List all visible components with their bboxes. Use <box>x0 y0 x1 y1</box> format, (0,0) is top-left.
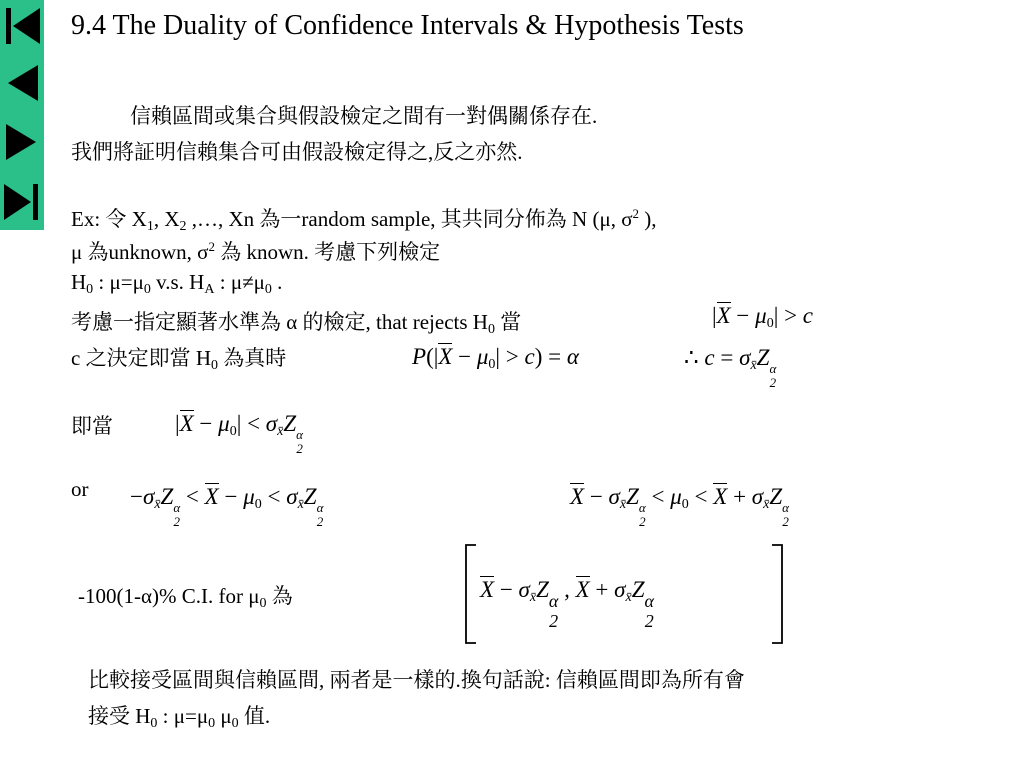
hypothesis-statement: $H_0$ : $\mu=\mu_0$ v.s. $H_A$ : $\mu\ne\mu_0$ . <box>71 270 283 297</box>
conclusion-line-2: 接受 $H_0$ : $\mu=\mu_0$ $\mu_0$ 值. <box>88 704 271 731</box>
or-label: or <box>71 477 89 501</box>
rejection-condition-formula: $|X - \mu_0| > c$ <box>712 303 814 331</box>
double-inequality-formula: $-\sigma_{x̄}Z$ α 2 < $X - \mu_0 < \sigma_{x̄}Z$ α 2 <box>130 484 324 529</box>
interval-inequality-formula: $X - \sigma_{x̄}Z$ α 2 < $\mu_0 < X + \sigma_{x̄}Z$ α 2 <box>570 484 789 529</box>
critical-value-line: c 之決定即當 $H_0$ 為真時 <box>71 346 287 373</box>
intro-line-2: 我們將証明信賴集合可由假設檢定得之,反之亦然. <box>71 140 523 164</box>
skip-to-first-icon[interactable] <box>0 0 44 52</box>
critical-value-formula: ∴ $c = \sigma_{x̄}Z$ α 2 <box>684 345 777 390</box>
example-line-1: Ex: 令 $X_1$, $X_2$ ,…, Xn 為一random sample, 其共同分佈為 N (μ, $\sigma^2$ ), <box>71 206 657 234</box>
slide-title: 9.4 The Duality of Confidence Intervals & Hypothesis Tests <box>71 10 744 41</box>
example-line-2: μ 為unknown, $\sigma^2$ 為 known. 考慮下列檢定 <box>71 239 441 264</box>
significance-level-line: 考慮一指定顯著水準為 α 的檢定, that rejects $H_0$ 當 <box>71 310 522 337</box>
conclusion-line-1: 比較接受區間與信賴區間, 兩者是一樣的.換句話說: 信賴區間即為所有會 <box>88 668 745 692</box>
intro-line-1: 信賴區間或集合與假設檢定之間有一對偶關係存在. <box>130 104 598 128</box>
probability-formula: $P(|X - \mu_0| > c) = \alpha$ <box>412 344 579 372</box>
next-arrow-icon[interactable] <box>0 116 44 168</box>
previous-arrow-icon[interactable] <box>0 57 44 109</box>
confidence-interval-formula: $X - \sigma_{x̄}Z$ α 2 , $X + \sigma_{x̄}Z$ α 2 <box>480 577 654 631</box>
confidence-interval-label: -100(1-α)% C.I. for $\mu_0$ 為 <box>78 584 293 611</box>
when-label: 即當 <box>71 414 113 438</box>
skip-to-last-icon[interactable] <box>0 176 44 228</box>
slide-navigation <box>0 0 44 230</box>
acceptance-condition-formula: $|X - \mu_0| < \sigma_{x̄}Z$ α 2 <box>175 411 303 456</box>
